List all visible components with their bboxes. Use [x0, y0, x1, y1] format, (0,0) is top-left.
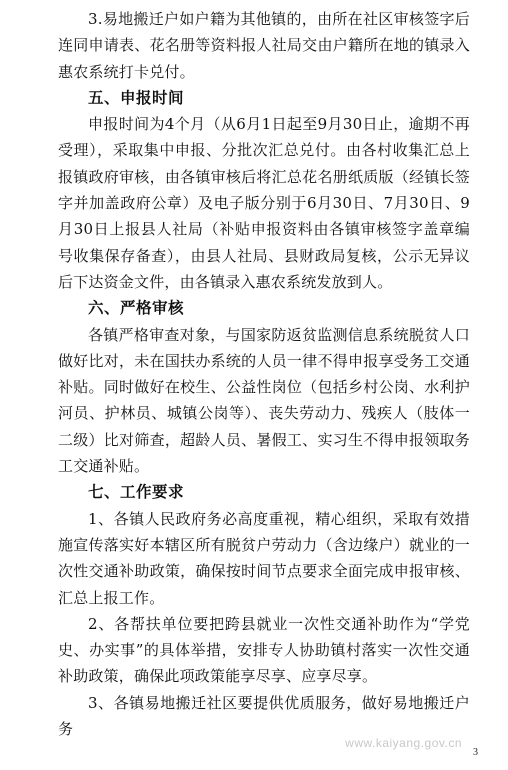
- section-heading-application-period: 五、申报时间: [88, 87, 185, 107]
- section-heading-work-requirements: 七、工作要求: [88, 482, 185, 502]
- paragraph-strict-review: 各镇严格审查对象，与国家防返贫监测信息系统脱贫人口做好比对，未在国扶办系统的人员一律不得申报享受务工交通补贴。同时做好在校生、公益性岗位（包括乡村公岗、水利护河员、护林员、城镇公岗等）、丧失劳动力、残疾人（肢体一二级）比对筛查，超龄人员、暑假工、实习生不得申报领取务工交通补贴。: [58, 325, 470, 476]
- page-number: 3: [473, 747, 478, 758]
- document-body: [58, 6, 470, 742]
- paragraph-application-period: 申报时间为4个月（从6月1日起至9月30日止，逾期不再受理），采取集中申报、分批次汇总兑付。由各村收集汇总上报镇政府审核，由各镇审核后将汇总花名册纸质版（经镇长签字并加盖政府公章）及电子版分别于6月30日、7月30日、9月30日上报县人社局（补贴申报资料由各镇审核签字盖章编号收集保存备查），由县人社局、县财政局复核，公示无异议后下达资金文件，由各镇录入惠农系统发放到人。: [58, 115, 470, 291]
- paragraph-relocation-registration: 3.易地搬迁户如户籍为其他镇的，由所在社区审核签字后连同申请表、花名册等资料报人社局交由户籍所在地的镇录入惠农系统打卡兑付。: [58, 10, 470, 81]
- site-watermark: www.kaiyang.gov.cn: [345, 736, 462, 750]
- paragraph-requirement-3: 3、各镇易地搬迁社区要提供优质服务，做好易地搬迁户务: [58, 693, 470, 739]
- section-heading-strict-review: 六、严格审核: [88, 298, 185, 318]
- paragraph-requirement-2: 2、各帮扶单位要把跨县就业一次性交通补助作为“学党史、办实事”的具体举措，安排专人协助镇村落实一次性交通补助政策，确保此项政策能享尽享、应享尽享。: [58, 614, 470, 686]
- paragraph-requirement-1: 1、各镇人民政府务必高度重视，精心组织，采取有效措施宣传落实好本辖区所有脱贫户劳动力（含边缘户）就业的一次性交通补助政策，确保按时间节点要求全面完成申报审核、汇总上报工作。: [58, 509, 470, 607]
